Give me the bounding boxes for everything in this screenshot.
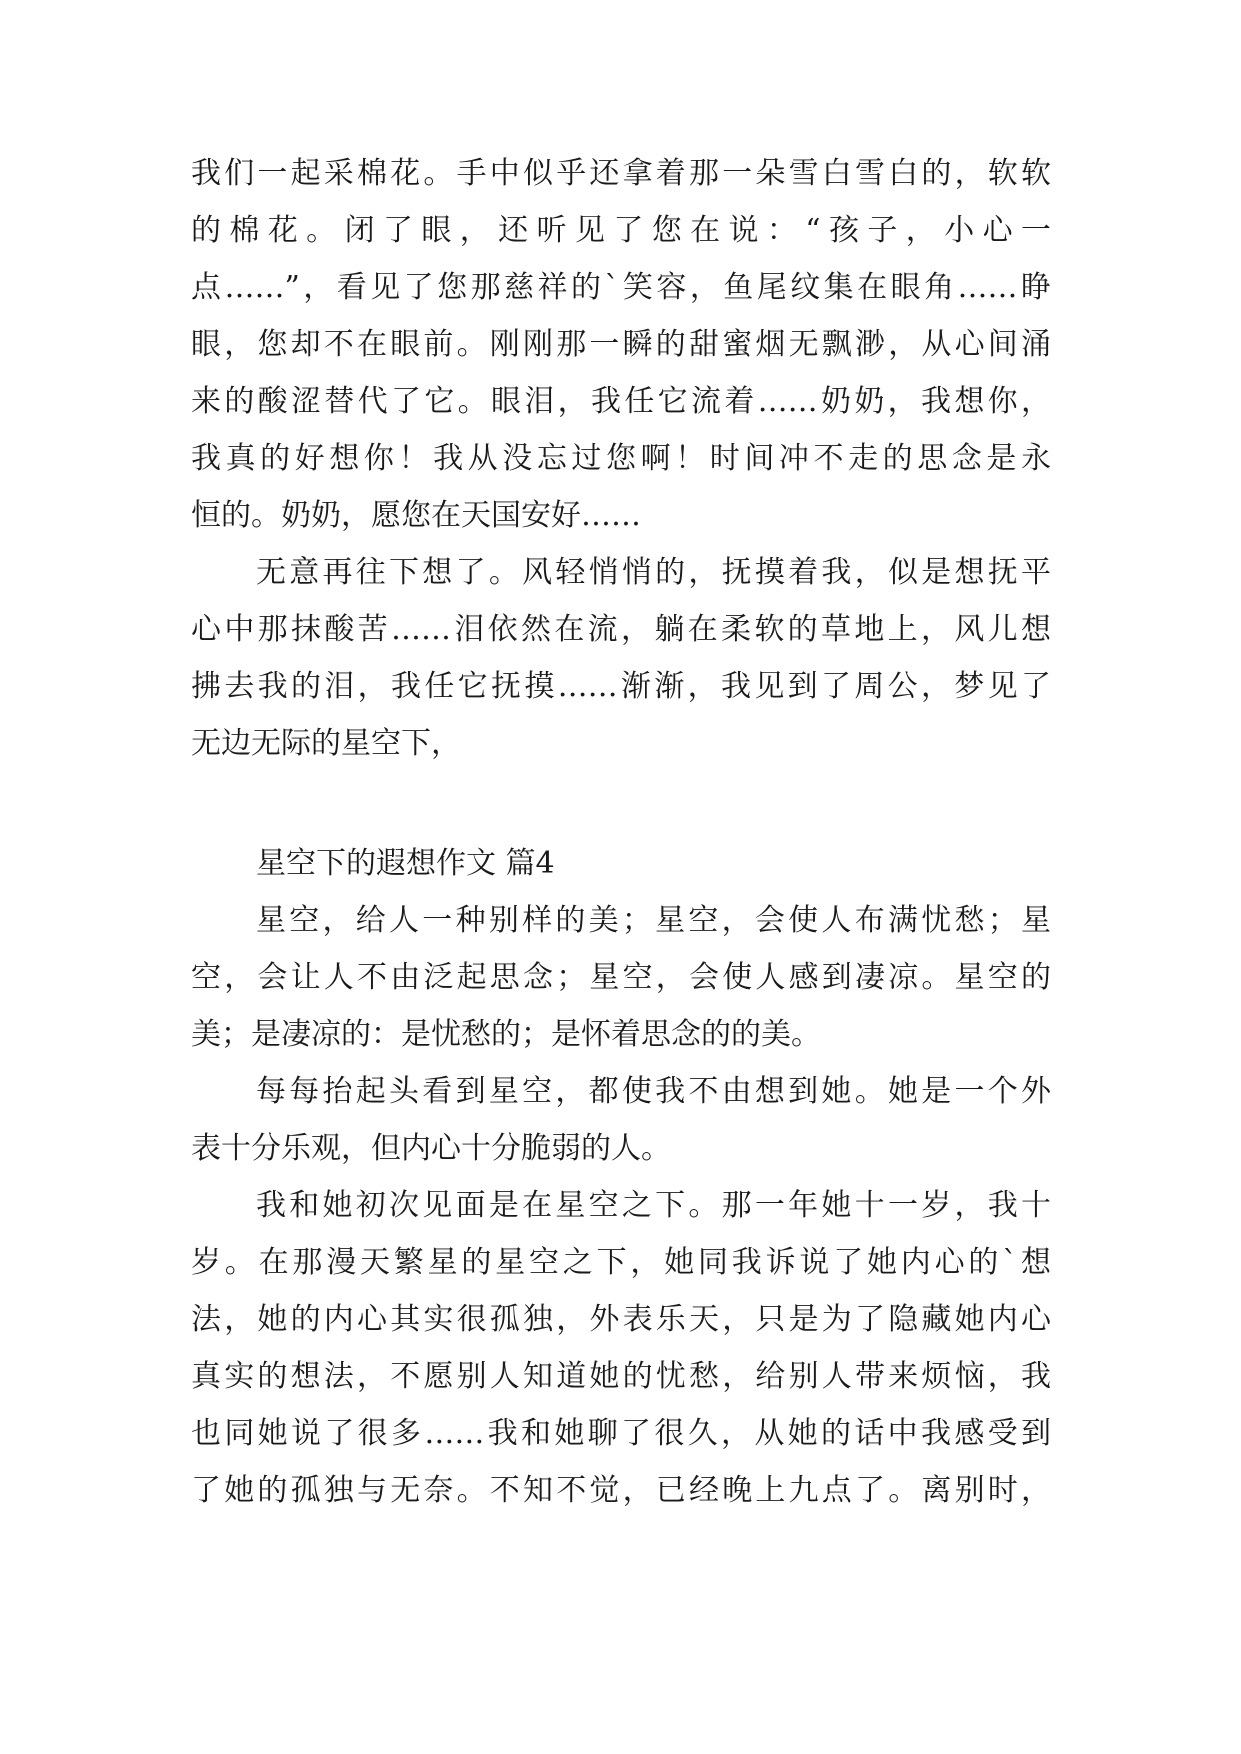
paragraph-line: 无边无际的星空下，	[191, 726, 461, 761]
paragraph-line: 点……”，看见了您那慈祥的`笑容，鱼尾纹集在眼角……睁	[191, 270, 1051, 305]
paragraph-line: 眼，您却不在眼前。刚刚那一瞬的甜蜜烟无飘渺，从心间涌	[191, 327, 1051, 362]
paragraph-line: 我和她初次见面是在星空之下。那一年她十一岁，我十	[256, 1188, 1051, 1223]
paragraph-line: 法，她的内心其实很孤独，外表乐天，只是为了隐藏她内心	[191, 1302, 1051, 1337]
paragraph-line: 我们一起采棉花。手中似乎还拿着那一朵雪白雪白的，软软	[191, 156, 1051, 191]
paragraph-line: 了她的孤独与无奈。不知不觉，已经晚上九点了。离别时，	[191, 1473, 1051, 1508]
paragraph-line: 真实的想法，不愿别人知道她的忧愁，给别人带来烦恼，我	[191, 1359, 1051, 1394]
section-heading: 星空下的遐想作文 篇4	[256, 846, 555, 881]
paragraph-line: 恒的。奶奶，愿您在天国安好……	[191, 498, 641, 533]
paragraph-line: 岁。在那漫天繁星的星空之下，她同我诉说了她内心的`想	[191, 1245, 1051, 1280]
paragraph-line: 无意再往下想了。风轻悄悄的，抚摸着我，似是想抚平	[256, 555, 1051, 590]
paragraph-line: 表十分乐观，但内心十分脆弱的人。	[191, 1131, 671, 1166]
paragraph-line: 拂去我的泪，我任它抚摸……渐渐，我见到了周公，梦见了	[191, 669, 1051, 704]
paragraph-line: 我真的好想你！我从没忘过您啊！时间冲不走的思念是永	[191, 441, 1051, 476]
paragraph-line: 的棉花。闭了眼，还听见了您在说：“孩子，小心一	[191, 213, 1051, 248]
paragraph-line: 星空，给人一种别样的美；星空，会使人布满忧愁；星	[256, 903, 1051, 938]
paragraph-line: 来的酸涩替代了它。眼泪，我任它流着……奶奶，我想你，	[191, 384, 1051, 419]
paragraph-line: 美；是凄凉的：是忧愁的；是怀着思念的的美。	[191, 1017, 821, 1052]
paragraph-line: 也同她说了很多……我和她聊了很久，从她的话中我感受到	[191, 1416, 1051, 1451]
paragraph-line: 心中那抹酸苦……泪依然在流，躺在柔软的草地上，风儿想	[191, 612, 1051, 647]
paragraph-line: 空，会让人不由泛起思念；星空，会使人感到凄凉。星空的	[191, 960, 1051, 995]
paragraph-line: 每每抬起头看到星空，都使我不由想到她。她是一个外	[256, 1074, 1051, 1109]
